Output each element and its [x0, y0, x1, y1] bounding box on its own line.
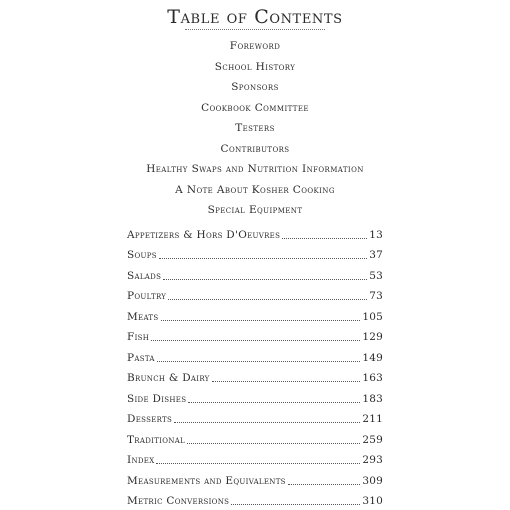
- dot-leader: [151, 340, 360, 341]
- chapter-page-number: 309: [362, 474, 383, 487]
- chapter-title: Appetizers & Hors D'Oeuvres: [127, 228, 281, 241]
- chapter-title: Salads: [127, 269, 162, 282]
- dot-leader: [212, 381, 361, 382]
- chapter-page-number: 293: [362, 454, 383, 466]
- chapter-page-number: 105: [362, 310, 383, 323]
- chapter-page-number: 211: [362, 413, 383, 425]
- chapter-page-number: 163: [362, 372, 383, 384]
- chapter-page-number: 259: [362, 433, 383, 446]
- title-dotted-rule: [185, 29, 325, 30]
- dot-leader: [187, 443, 360, 444]
- chapter-entry[interactable]: [127, 325, 383, 346]
- chapter-title: Index: [127, 454, 155, 466]
- chapter-title: Meats: [127, 310, 159, 323]
- dot-leader: [161, 320, 361, 321]
- front-matter-item[interactable]: A Note About Kosher Cooking: [175, 183, 335, 196]
- dot-leader: [156, 463, 360, 464]
- chapter-entry[interactable]: [127, 243, 383, 264]
- dot-leader: [231, 504, 360, 505]
- chapter-entry[interactable]: [127, 366, 383, 387]
- front-matter-item[interactable]: School History: [214, 60, 296, 73]
- chapter-page-number: 310: [362, 495, 383, 507]
- front-matter-item[interactable]: Cookbook Committee: [201, 101, 309, 114]
- dot-leader: [168, 299, 367, 300]
- page-title: Table of Contents: [167, 6, 343, 28]
- dot-leader: [163, 279, 367, 280]
- chapter-entry[interactable]: [127, 222, 383, 243]
- chapter-entry[interactable]: [127, 304, 383, 325]
- front-matter-list: [0, 38, 510, 223]
- chapter-title: Fish: [127, 331, 150, 343]
- chapter-page-number: 53: [369, 269, 383, 282]
- chapter-entry[interactable]: [127, 427, 383, 448]
- chapter-entry[interactable]: [127, 407, 383, 428]
- chapter-list: [127, 222, 383, 509]
- chapter-entry[interactable]: [127, 468, 383, 489]
- chapter-entry[interactable]: [127, 345, 383, 366]
- front-matter-item[interactable]: Healthy Swaps and Nutrition Information: [146, 163, 364, 175]
- chapter-title: Traditional: [127, 433, 186, 446]
- chapter-title: Metric Conversions: [127, 495, 230, 507]
- chapter-entry[interactable]: [127, 263, 383, 284]
- chapter-entry[interactable]: [127, 489, 383, 510]
- chapter-title: Side Dishes: [127, 392, 187, 405]
- chapter-page-number: 37: [369, 249, 383, 261]
- chapter-title: Soups: [127, 249, 157, 261]
- front-matter-item[interactable]: Contributors: [220, 142, 290, 155]
- chapter-entry[interactable]: [127, 386, 383, 407]
- dot-leader: [157, 361, 361, 362]
- chapter-title: Measurements and Equivalents: [127, 474, 286, 487]
- chapter-page-number: 129: [362, 331, 383, 343]
- dot-leader: [288, 484, 361, 485]
- chapter-page-number: 73: [369, 290, 383, 302]
- dot-leader: [159, 258, 367, 259]
- dot-leader: [188, 402, 360, 403]
- front-matter-item[interactable]: Testers: [235, 122, 275, 134]
- front-matter-item[interactable]: Special Equipment: [207, 204, 303, 216]
- front-matter-item[interactable]: Sponsors: [231, 81, 279, 93]
- chapter-title: Poultry: [127, 290, 167, 302]
- chapter-page-number: 149: [362, 351, 383, 364]
- chapter-title: Pasta: [127, 351, 155, 364]
- chapter-entry[interactable]: [127, 448, 383, 469]
- chapter-page-number: 13: [369, 228, 383, 241]
- chapter-entry[interactable]: [127, 284, 383, 305]
- chapter-title: Desserts: [127, 413, 173, 425]
- front-matter-item[interactable]: Foreword: [229, 40, 281, 52]
- dot-leader: [282, 238, 367, 239]
- chapter-title: Brunch & Dairy: [127, 372, 210, 384]
- dot-leader: [174, 422, 360, 423]
- chapter-page-number: 183: [362, 392, 383, 405]
